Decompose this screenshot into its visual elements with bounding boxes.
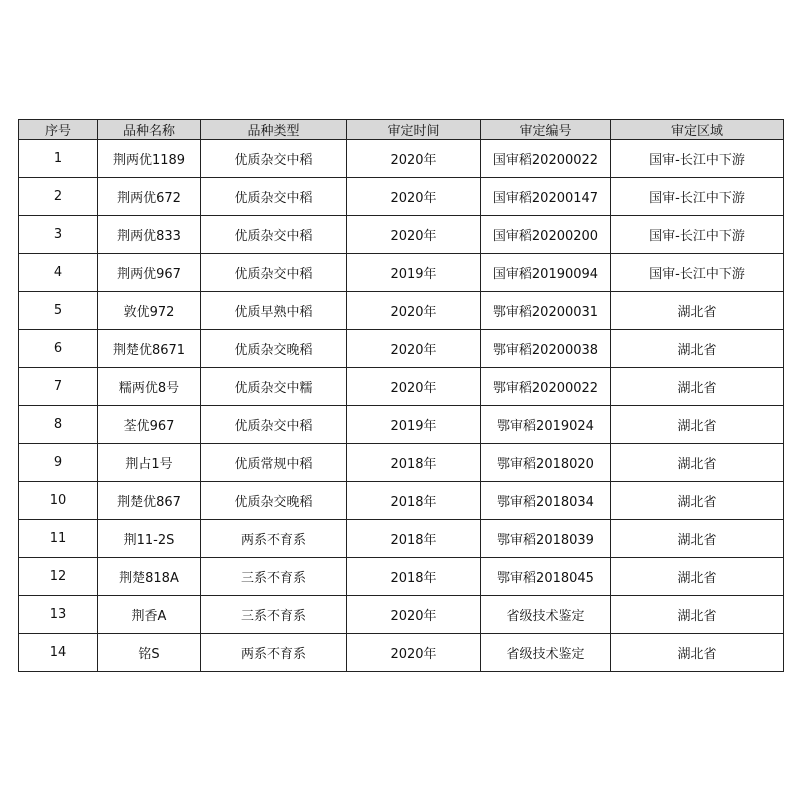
cell-approval-region: 湖北省 — [611, 406, 784, 444]
cell-no: 3 — [19, 216, 98, 254]
table-row — [19, 596, 784, 634]
cell-approval-date: 2018年 — [347, 482, 481, 520]
table-row — [19, 634, 784, 672]
cell-variety-name: 糯两优8号 — [98, 368, 201, 406]
table-row — [19, 330, 784, 368]
table-row — [19, 292, 784, 330]
cell-approval-date: 2020年 — [347, 368, 481, 406]
cell-approval-date: 2020年 — [347, 178, 481, 216]
cell-approval-code: 鄂审稻20200038 — [481, 330, 611, 368]
cell-approval-region: 国审-长江中下游 — [611, 178, 784, 216]
cell-variety-name: 荆楚优867 — [98, 482, 201, 520]
cell-approval-date: 2019年 — [347, 254, 481, 292]
cell-approval-date: 2019年 — [347, 406, 481, 444]
cell-approval-code: 鄂审稻2018034 — [481, 482, 611, 520]
cell-approval-date: 2020年 — [347, 330, 481, 368]
cell-no: 9 — [19, 444, 98, 482]
table-body — [19, 140, 784, 672]
header-approval-date: 审定时间 — [347, 120, 481, 140]
cell-variety-type: 优质杂交中稻 — [201, 140, 347, 178]
header-no: 序号 — [19, 120, 98, 140]
cell-variety-type: 优质杂交中稻 — [201, 406, 347, 444]
table-row — [19, 520, 784, 558]
cell-variety-name: 荆两优967 — [98, 254, 201, 292]
cell-no: 11 — [19, 520, 98, 558]
cell-approval-date: 2020年 — [347, 216, 481, 254]
cell-variety-name: 荆占1号 — [98, 444, 201, 482]
cell-approval-date: 2020年 — [347, 140, 481, 178]
table-row — [19, 406, 784, 444]
cell-no: 10 — [19, 482, 98, 520]
cell-variety-type: 优质杂交中稻 — [201, 254, 347, 292]
cell-approval-code: 国审稻20200147 — [481, 178, 611, 216]
cell-variety-name: 荆11-2S — [98, 520, 201, 558]
cell-variety-type: 优质杂交晚稻 — [201, 330, 347, 368]
cell-variety-name: 荃优967 — [98, 406, 201, 444]
header-row — [19, 120, 784, 140]
table-row — [19, 444, 784, 482]
cell-approval-date: 2018年 — [347, 520, 481, 558]
cell-approval-code: 国审稻20200200 — [481, 216, 611, 254]
table-row — [19, 558, 784, 596]
header-approval-region: 审定区域 — [611, 120, 784, 140]
table-row — [19, 254, 784, 292]
cell-approval-region: 湖北省 — [611, 520, 784, 558]
cell-no: 14 — [19, 634, 98, 672]
cell-approval-date: 2020年 — [347, 634, 481, 672]
cell-approval-code: 省级技术鉴定 — [481, 596, 611, 634]
cell-variety-type: 优质早熟中稻 — [201, 292, 347, 330]
cell-approval-region: 国审-长江中下游 — [611, 254, 784, 292]
cell-approval-code: 鄂审稻2018039 — [481, 520, 611, 558]
cell-approval-region: 湖北省 — [611, 596, 784, 634]
cell-approval-code: 国审稻20190094 — [481, 254, 611, 292]
cell-variety-type: 优质杂交晚稻 — [201, 482, 347, 520]
cell-approval-code: 鄂审稻20200022 — [481, 368, 611, 406]
cell-approval-code: 国审稻20200022 — [481, 140, 611, 178]
cell-approval-region: 湖北省 — [611, 292, 784, 330]
cell-variety-type: 两系不育系 — [201, 634, 347, 672]
cell-no: 1 — [19, 140, 98, 178]
cell-approval-code: 鄂审稻2018045 — [481, 558, 611, 596]
table-row — [19, 482, 784, 520]
cell-approval-region: 湖北省 — [611, 368, 784, 406]
cell-approval-date: 2018年 — [347, 558, 481, 596]
cell-approval-region: 湖北省 — [611, 482, 784, 520]
cell-approval-code: 鄂审稻2018020 — [481, 444, 611, 482]
cell-no: 13 — [19, 596, 98, 634]
table-row — [19, 140, 784, 178]
cell-variety-type: 优质杂交中糯 — [201, 368, 347, 406]
cell-variety-name: 敦优972 — [98, 292, 201, 330]
header-variety-name: 品种名称 — [98, 120, 201, 140]
cell-no: 4 — [19, 254, 98, 292]
cell-variety-name: 荆楚优8671 — [98, 330, 201, 368]
cell-approval-date: 2020年 — [347, 292, 481, 330]
cell-approval-date: 2020年 — [347, 596, 481, 634]
cell-approval-region: 湖北省 — [611, 558, 784, 596]
cell-no: 7 — [19, 368, 98, 406]
cell-no: 5 — [19, 292, 98, 330]
cell-variety-name: 荆两优1189 — [98, 140, 201, 178]
cell-variety-name: 荆两优833 — [98, 216, 201, 254]
cell-variety-type: 三系不育系 — [201, 558, 347, 596]
cell-approval-region: 国审-长江中下游 — [611, 216, 784, 254]
cell-variety-name: 荆两优672 — [98, 178, 201, 216]
cell-variety-type: 优质常规中稻 — [201, 444, 347, 482]
header-variety-type: 品种类型 — [201, 120, 347, 140]
table-row — [19, 178, 784, 216]
table-header — [19, 120, 784, 140]
cell-variety-type: 三系不育系 — [201, 596, 347, 634]
cell-variety-name: 铭S — [98, 634, 201, 672]
cell-approval-region: 国审-长江中下游 — [611, 140, 784, 178]
header-approval-code: 审定编号 — [481, 120, 611, 140]
cell-approval-code: 鄂审稻20200031 — [481, 292, 611, 330]
cell-approval-region: 湖北省 — [611, 444, 784, 482]
cell-no: 2 — [19, 178, 98, 216]
cell-no: 6 — [19, 330, 98, 368]
table-row — [19, 216, 784, 254]
cell-approval-date: 2018年 — [347, 444, 481, 482]
cell-variety-type: 两系不育系 — [201, 520, 347, 558]
cell-approval-code: 省级技术鉴定 — [481, 634, 611, 672]
variety-table — [18, 119, 784, 672]
cell-approval-region: 湖北省 — [611, 330, 784, 368]
cell-approval-code: 鄂审稻2019024 — [481, 406, 611, 444]
cell-variety-name: 荆楚818A — [98, 558, 201, 596]
cell-no: 12 — [19, 558, 98, 596]
cell-variety-name: 荆香A — [98, 596, 201, 634]
cell-variety-type: 优质杂交中稻 — [201, 178, 347, 216]
cell-no: 8 — [19, 406, 98, 444]
cell-variety-type: 优质杂交中稻 — [201, 216, 347, 254]
table-row — [19, 368, 784, 406]
cell-approval-region: 湖北省 — [611, 634, 784, 672]
